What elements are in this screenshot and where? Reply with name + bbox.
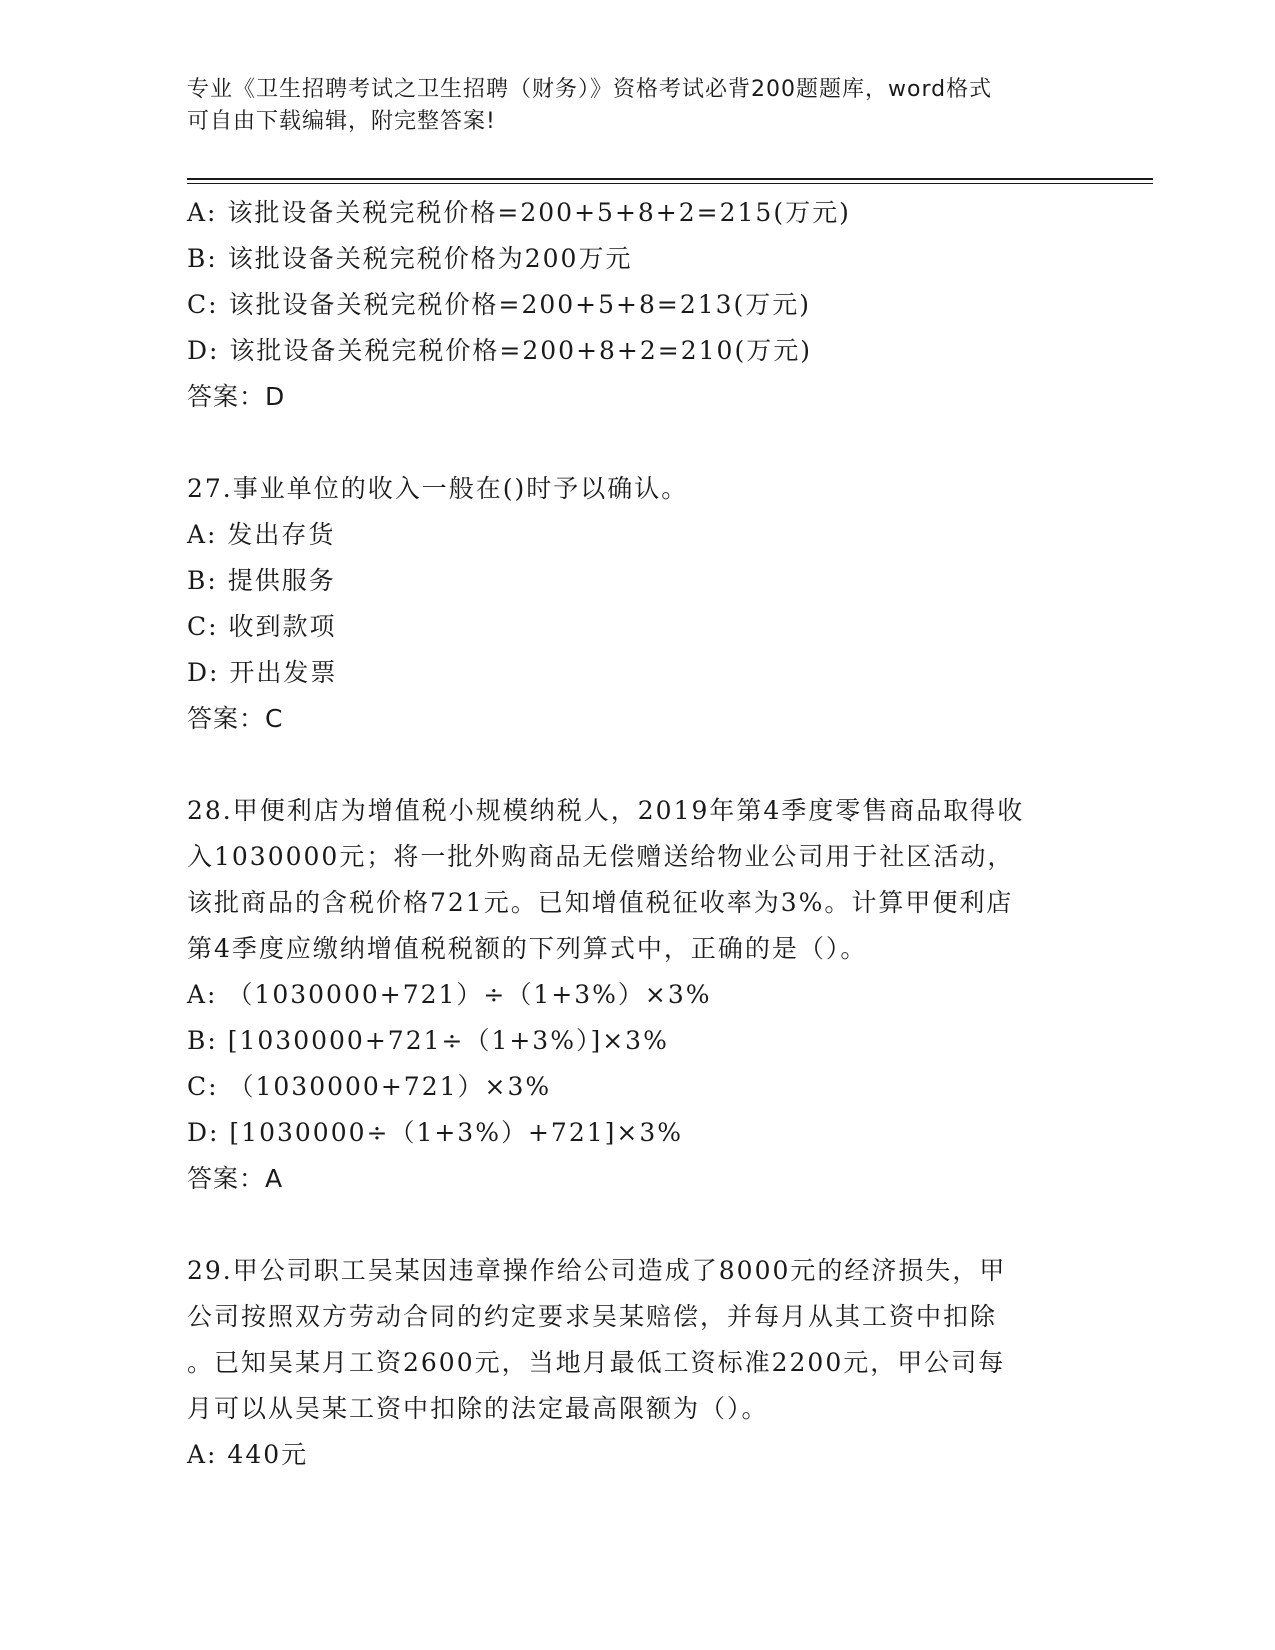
document-header: [187, 74, 1067, 138]
question-text-line-1: 28.甲便利店为增值税小规模纳税人，2019年第4季度零售商品取得收: [187, 796, 1025, 825]
question-26-partial: [187, 190, 1087, 420]
answer: 答案：A: [187, 1164, 284, 1193]
question-content: [187, 190, 1087, 1478]
question-text-line-3: 该批商品的含税价格721元。已知增值税征收率为3%。计算甲便利店: [187, 888, 1014, 917]
option-b: B: 提供服务: [187, 566, 336, 595]
option-a: A: 发出存货: [187, 520, 336, 549]
question-text-line-2: 入1030000元；将一批外购商品无偿赠送给物业公司用于社区活动，: [187, 842, 1015, 871]
header-title-line-1: 专业《卫生招聘考试之卫生招聘（财务）》资格考试必背200题题库，word格式: [187, 77, 993, 102]
question-28: [187, 788, 1087, 1202]
question-29: [187, 1248, 1087, 1478]
header-rule-thin: [187, 183, 1153, 184]
option-d: D: 开出发票: [187, 658, 338, 687]
option-c: C: 收到款项: [187, 612, 337, 641]
answer: 答案：C: [187, 704, 284, 733]
spacer: [187, 420, 1087, 466]
option-a: A: 该批设备关税完税价格=200+5+8+2=215(万元): [187, 198, 851, 227]
question-27: [187, 466, 1087, 742]
question-text-line-3: 。已知吴某月工资2600元，当地月最低工资标准2200元，甲公司每: [187, 1348, 1006, 1377]
question-text-line-1: 29.甲公司职工吴某因违章操作给公司造成了8000元的经济损失，甲: [187, 1256, 1007, 1285]
option-a: A: 440元: [187, 1440, 309, 1469]
answer: 答案：D: [187, 382, 286, 411]
header-title-line-2: 可自由下载编辑，附完整答案!: [187, 109, 496, 134]
option-d: D: [1030000÷（1+3%）+721]×3%: [187, 1118, 683, 1147]
option-c: C: （1030000+721）×3%: [187, 1072, 552, 1101]
spacer: [187, 742, 1087, 788]
option-a: A: （1030000+721）÷（1+3%）×3%: [187, 980, 712, 1009]
question-text: 27.事业单位的收入一般在()时予以确认。: [187, 474, 689, 503]
spacer: [187, 1202, 1087, 1248]
option-d: D: 该批设备关税完税价格=200+8+2=210(万元): [187, 336, 812, 365]
option-b: B: 该批设备关税完税价格为200万元: [187, 244, 633, 273]
option-c: C: 该批设备关税完税价格=200+5+8=213(万元): [187, 290, 812, 319]
question-text-line-4: 月可以从吴某工资中扣除的法定最高限额为（）。: [187, 1394, 769, 1423]
option-b: B: [1030000+721÷（1+3%）]×3%: [187, 1026, 669, 1055]
header-rule-thick: [187, 178, 1153, 180]
question-text-line-4: 第4季度应缴纳增值税税额的下列算式中，正确的是（）。: [187, 934, 868, 963]
question-text-line-2: 公司按照双方劳动合同的约定要求吴某赔偿，并每月从其工资中扣除: [187, 1302, 998, 1331]
